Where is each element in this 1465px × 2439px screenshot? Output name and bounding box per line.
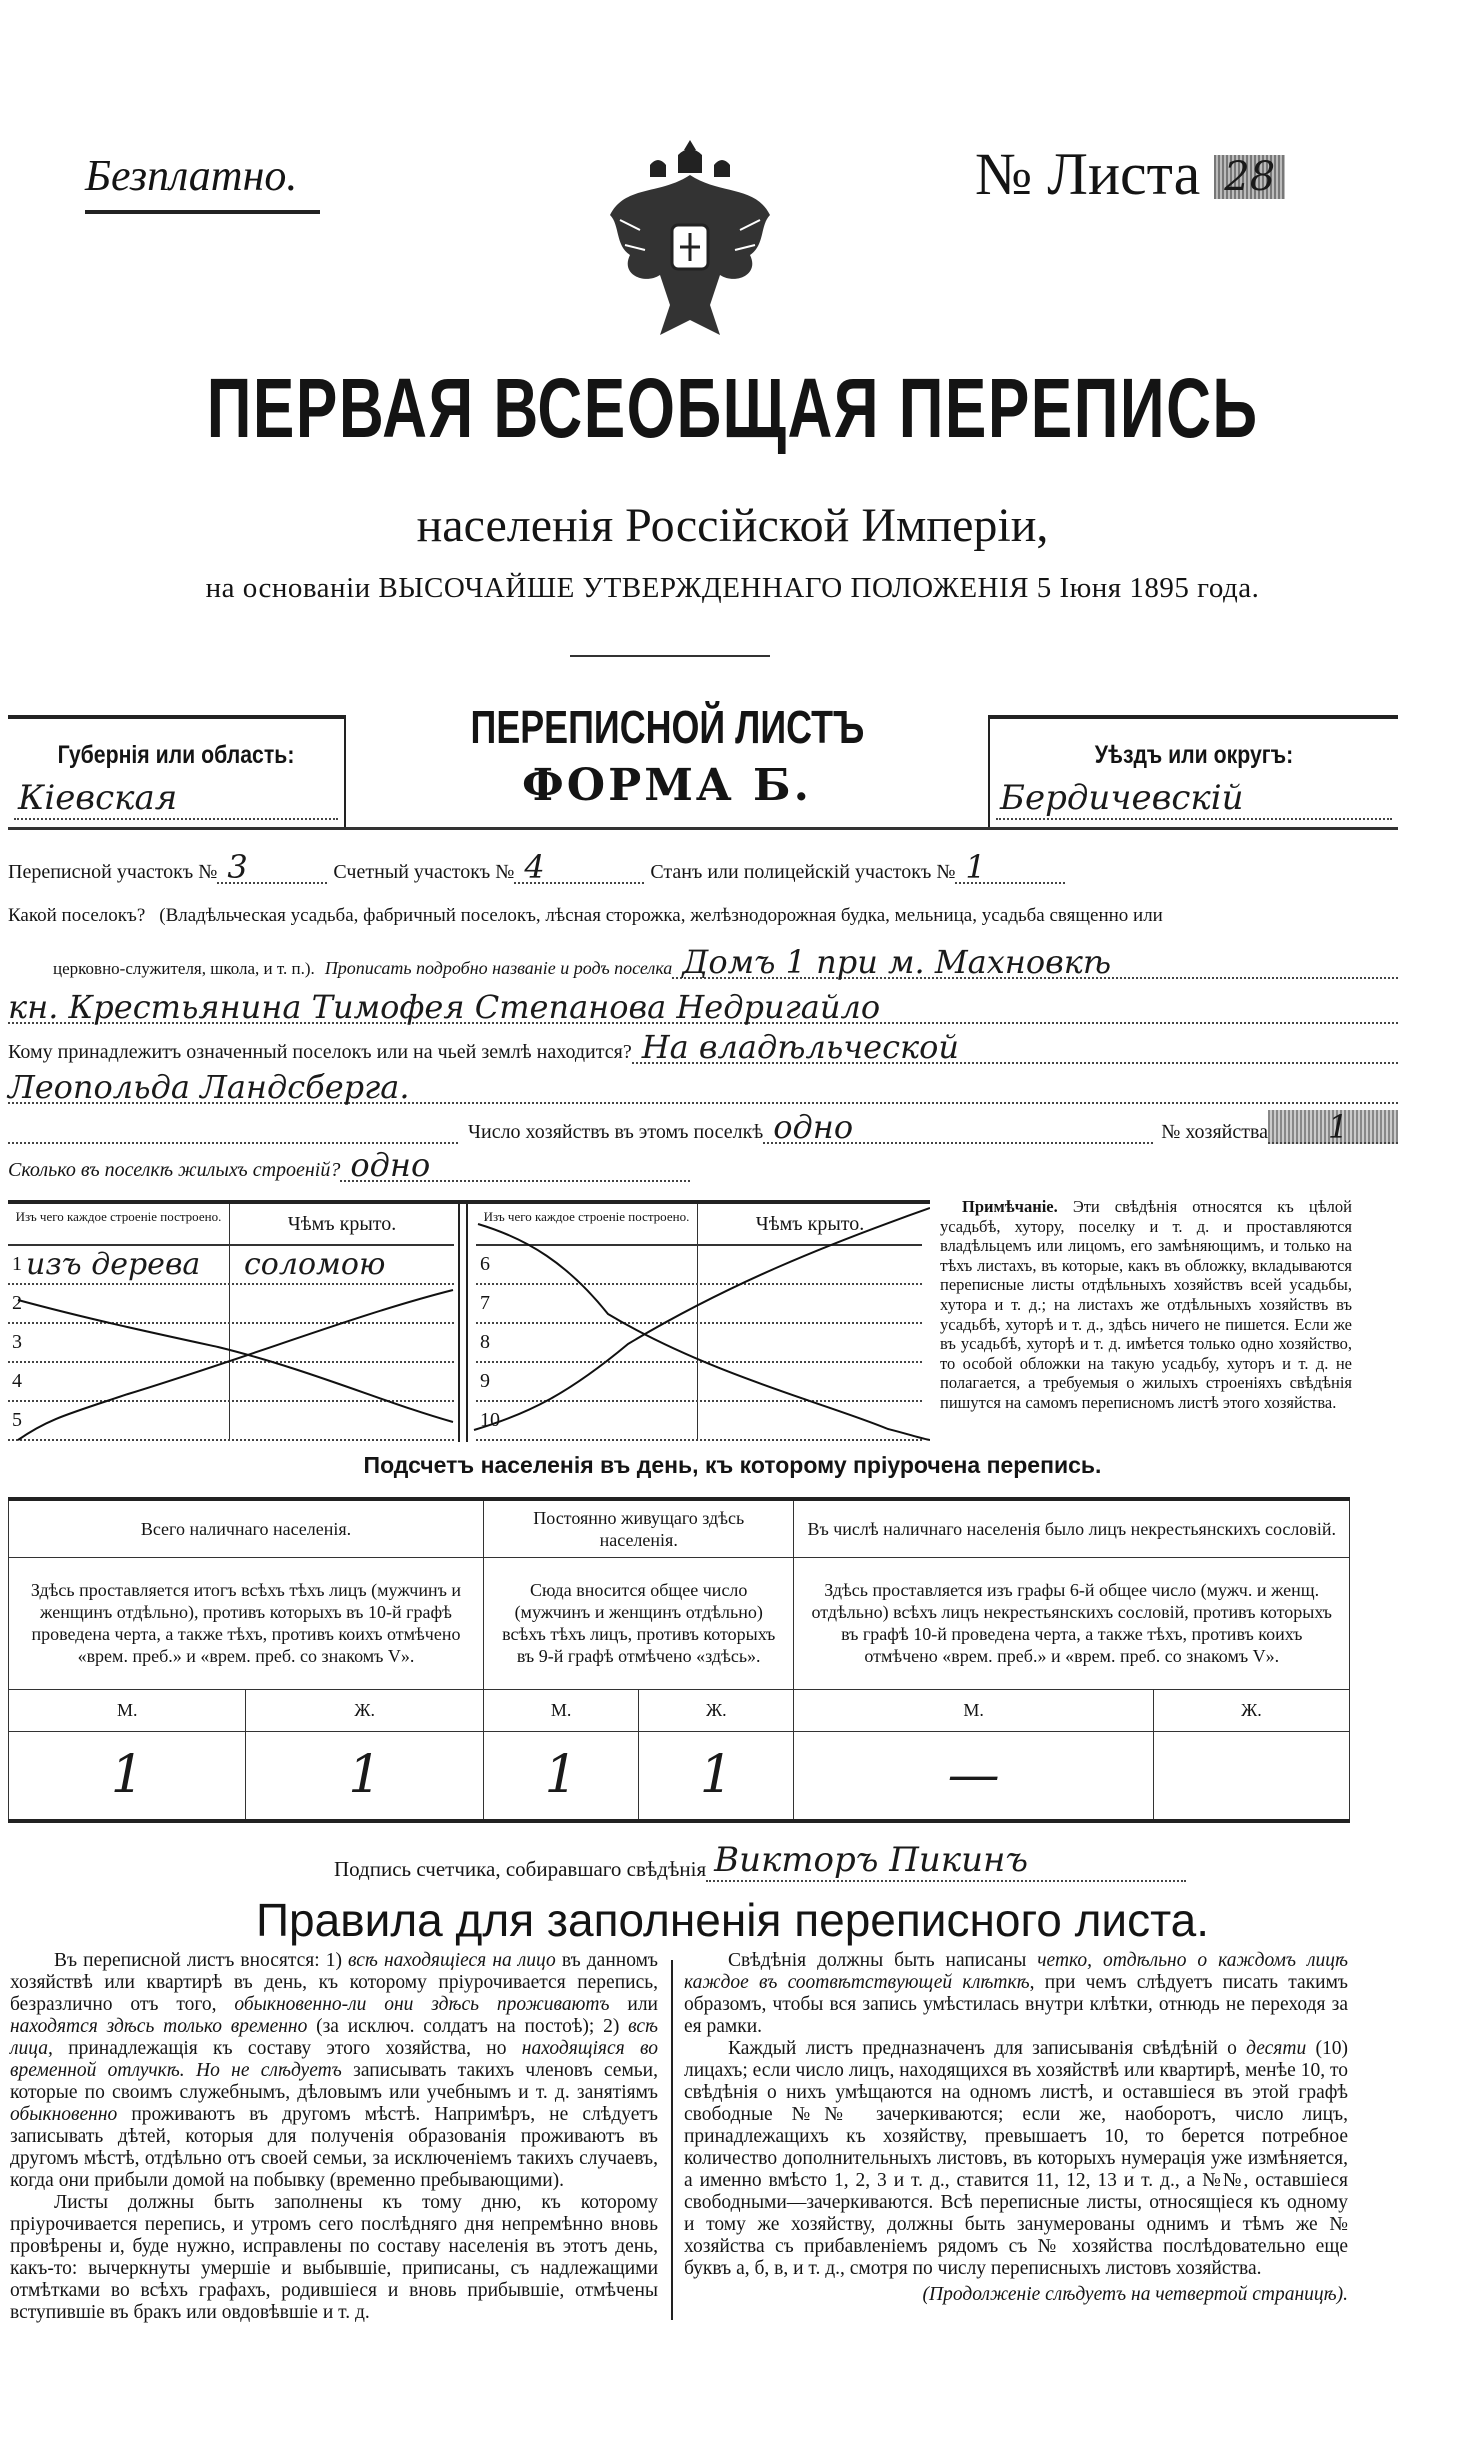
text: Свѣдѣнія должны быть написаны [728,1950,1038,1971]
row-number: 3 [12,1331,22,1353]
row-number: 1 [12,1253,22,1275]
note-text: Эти свѣдѣнія относятся къ цѣлой усадьбѣ, хутору, поселку и т. д. и проставляются владѣльцемъ или лицомъ, его замѣняющимъ, и только на тѣхъ листахъ, въ которые, какъ въ обложку, вкладываются переписные листы отдѣльныхъ хозяйствъ всей усадьбы, хутора и т. д.; на листахъ же отдѣльныхъ хозяйствъ въ усадьбѣ, хуторѣ и т. д., здѣсь ничего не пишется. Если же въ усадьбѣ, хуторѣ и т. д. имѣется только одно хозяйство, то особой обложки на такую усадьбу, хуторъ и т. д. не полагается, а требуемыя о жилыхъ строеніяхъ свѣдѣнія пишутся на самомъ переписномъ листѣ этого хозяйства. [940,1197,1352,1412]
row-number: 10 [480,1409,500,1431]
buildings-row [8,1148,1398,1182]
text: проживаютъ въ другомъ мѣстѣ. Напримѣръ, не слѣдуетъ записывать дѣтей, которыя для полученія образованія проживаютъ въ другомъ мѣстѣ, отдѣльно отъ своей семьи, за исключеніемъ такихъ случаевъ, когда они прибыли домой на побывку (временно пребывающими). [10,2104,658,2191]
group-title: Въ числѣ наличнаго населенія было лицъ некрестьянскихъ сословій. [794,1499,1350,1557]
permanent-female-cell[interactable]: 1 [639,1731,794,1821]
column-divider [671,1960,673,2320]
legal-basis: на основаніи ВЫСОЧАЙШЕ УТВЕРЖДЕННАГО ПОЛОЖЕНІЯ 5 Іюня 1895 года. [205,572,1260,604]
text: Въ переписной листъ вносятся: 1) [54,1950,349,1971]
households-field[interactable] [763,1110,1153,1144]
enumerator-signature-row [334,1840,1186,1882]
settlement-row-2 [8,945,1398,979]
text: , при чемъ слѣдуетъ писать такимъ образомъ, чтобы вся запись умѣстилась внутри клѣтки, отнюдь не переходя за ея рамки. [684,1972,1348,2037]
household-no-field[interactable] [1268,1110,1398,1144]
province-label: Губернія или область: [57,741,295,769]
owner-label: Кому принадлежитъ означенный поселокъ или на чьей землѣ находится? [8,1041,632,1063]
count-area-field[interactable] [514,850,644,884]
row-number: 8 [480,1331,490,1353]
text: обыкновенно-ли они здѣсь проживаютъ [234,1994,610,2015]
male-header: М. [9,1689,246,1731]
owner-field-1[interactable] [632,1030,1398,1064]
settlement-hint: (Владѣльческая усадьба, фабричный поселокъ, лѣсная сторожка, желѣзнодорожная будка, мельница, усадьба священно или [159,905,1163,926]
signature-field[interactable]: Викторъ Пикинъ [706,1840,1186,1882]
rules-left-column [10,1950,658,2324]
continued-note: (Продолженіе слѣдуетъ на четвертой страницѣ). [922,2284,1348,2305]
group-title: Всего наличнаго населенія. [9,1499,484,1557]
sheet-number-value: 28 [1214,155,1285,199]
roof-header: Чѣмъ крыто. [755,1213,865,1235]
rule-paragraph: Листы должны быть заполнены къ тому дню, къ которому пріурочивается перепись, и утромъ сего послѣдняго дня непремѣнно вновь провѣрены и, буде нужно, исправлены по составу населенія въ этотъ день, какъ-то: вычеркнуты умершіе и выбывшіе, приписаны, съ надлежащими отмѣтками во всѣхъ графахъ, родившіеся и вновь прибывшіе, отмѣчены вступившіе въ бракъ или овдовѣвшіе и т. д. [10,2192,658,2323]
province-field[interactable]: Кіевская [14,778,338,820]
strike-line [18,1300,453,1422]
material-header: Изъ чего каждое строеніе построено. [476,1204,698,1244]
settlement-instruction: Прописать подробно названіе и родъ поселка [324,958,673,978]
text: принадлежащія къ составу этого хозяйства, но [52,2038,522,2059]
district-field[interactable]: Бердичевскій [996,778,1392,820]
page-title-text: ПЕРВАЯ ВСЕОБЩАЯ ПЕРЕПИСЬ [206,361,1259,455]
count-area-value: 4 [524,848,545,886]
rules-right-column [684,1950,1348,2306]
owner-row-2 [8,1070,1398,1104]
buildings-count-field[interactable] [340,1148,690,1182]
text: всѣ находящіеся на лицо [348,1950,556,1971]
male-header: М. [794,1689,1153,1731]
strike-line [474,1208,930,1430]
material-value: изъ дерева [26,1247,201,1282]
settlement-field-1[interactable] [672,945,1398,979]
form-title-block [346,700,988,811]
strike-line [478,1224,930,1440]
settlement-value-1: Домъ 1 при м. Махновкѣ [682,943,1112,981]
settlement-hint-2: церковно-служителя, школа, и т. п.). [53,959,315,978]
free-of-charge-label: Безплатно. [85,151,298,200]
page-subtitle: населенія Россійской Имперіи, [416,499,1049,552]
group-title: Постоянно живущаго здѣсь населенія. [483,1499,793,1557]
permanent-male-cell[interactable]: 1 [483,1731,638,1821]
area-row [8,850,1148,884]
imperial-eagle-emblem [590,135,790,345]
text: записывать такихъ членовъ семьи, которые по своимъ служебнымъ, дѣловымъ или учебнымъ и т. д. занятіямъ [10,2060,658,2103]
buildings-table [8,1200,930,1438]
roof-value: соломою [244,1247,386,1282]
row-number: 2 [12,1292,22,1314]
sheet-title: ПЕРЕПИСНОЙ ЛИСТЪ [470,701,864,753]
text: (за исключ. солдатъ на постоѣ); 2) [307,2016,629,2037]
male-header: М. [483,1689,638,1731]
text: четко, отдѣльно о каждомъ лицѣ каждое въ соотвѣтствующей клѣткѣ [684,1950,1348,1993]
row-number: 5 [12,1409,22,1431]
row-number: 7 [480,1292,490,1314]
strike-line [18,1290,453,1440]
female-header: Ж. [639,1689,794,1731]
province-box [8,715,346,827]
household-no-value: 1 [1327,1108,1349,1146]
buildings-count-value: одно [350,1146,431,1184]
rule-paragraph [10,1950,658,2192]
total-female-cell[interactable]: 1 [246,1731,484,1821]
text: десяти [1246,2038,1307,2059]
owner-value-1: На владѣльческой [641,1028,959,1066]
text: находящіяся во временной отлучкѣ. Но не слѣдуетъ [10,2038,658,2081]
population-count-heading: Подсчетъ населенія въ день, къ которому пріурочена перепись. [363,1452,1102,1478]
text: (10) лицахъ; если число лицъ, находящихся въ хозяйствѣ или квартирѣ, менѣе 10, то свѣдѣнія о нихъ умѣщаются на одномъ листѣ, и оставшіеся въ этой графѣ свободные №№ зачеркиваются; если же, наоборотъ, число лицъ, принадлежащихъ къ хозяйству, превышаетъ 10, то берется потребное количество дополнительныхъ листовъ, въ которыхъ нумерація уже измѣняется, а именно вмѣсто 1, 2, 3 и т. д., ставится 11, 12, 13 и т. д., а №№, оставшіеся свободными—зачеркиваются. Всѣ переписные листы, относящіеся къ одному и тому же хозяйству, должны быть занумерованы однимъ и тѣмъ же № хозяйства съ прибавленіемъ рядомъ съ № хозяйства послѣдовательно еще буквъ а, б, в, и т. д., смотря по числу переписныхъ листовъ хозяйства. [684,2038,1348,2279]
divider [570,655,770,657]
strike-through-lines [8,1204,930,1442]
station-label: Станъ или полицейскій участокъ № [650,861,956,883]
households-label: Число хозяйствъ въ этомъ поселкѣ [468,1121,764,1143]
rule-paragraph [684,2038,1348,2280]
owner-field-2[interactable] [8,1070,1398,1104]
row-number: 4 [12,1370,22,1392]
non-peasant-female-cell[interactable] [1153,1731,1349,1821]
census-area-label: Переписной участокъ № [8,861,218,883]
owner-row [8,1030,1398,1064]
female-header: Ж. [246,1689,484,1731]
sheet-number [975,140,1285,209]
station-field[interactable] [955,850,1065,884]
group-description: Здѣсь проставляется итогъ всѣхъ тѣхъ лицъ (мужчинъ и женщинъ отдѣльно), противъ которыхъ въ 10-й графѣ проведена черта, а также тѣхъ, противъ коихъ отмѣчено «врем. преб.» и «врем. преб. со знакомъ V». [9,1557,484,1689]
settlement-field-2[interactable] [8,990,1398,1024]
divider [8,827,1398,830]
owner-value-2: Леопольда Ландсберга. [8,1068,410,1106]
district-box [988,715,1398,827]
signature-label: Подпись счетчика, собиравшаго свѣдѣнія [334,1857,707,1881]
households-value: одно [773,1108,854,1146]
group-description: Сюда вносится общее число (мужчинъ и женщинъ отдѣльно) всѣхъ тѣхъ лицъ, противъ которыхъ въ 9-й графѣ отмѣчено «здѣсь». [483,1557,793,1689]
blank-field [8,1110,458,1144]
station-value: 1 [965,848,986,886]
page-title [0,360,1465,457]
population-count-table [8,1497,1350,1823]
group-description: Здѣсь проставляется изъ графы 6-й общее число (мужч. и женщ. отдѣльно) всѣхъ лицъ некрестьянскихъ сословій, противъ которыхъ въ графѣ 10-й проведена черта, а также тѣхъ, противъ коихъ отмѣчено «врем. преб.» и «врем. преб. со знакомъ V». [794,1557,1350,1689]
text: обыкновенно [10,2104,118,2125]
rule-paragraph [684,1950,1348,2038]
roof-header: Чѣмъ крыто. [287,1213,397,1235]
text: находятся здѣсь только временно [10,2016,308,2037]
row-number: 6 [480,1253,490,1275]
households-row [8,1110,1398,1144]
settlement-row-3 [8,990,1398,1024]
census-area-value: 3 [227,848,248,886]
material-header: Изъ чего каждое строеніе построено. [8,1204,230,1244]
household-no-label: № хозяйства [1161,1121,1269,1143]
text: всѣ лица, [10,2016,658,2059]
buildings-count-label: Сколько въ поселкѣ жилыхъ строеній? [8,1159,341,1181]
row-number: 9 [480,1370,490,1392]
sheet-number-label: № Листа [975,141,1201,207]
count-area-label: Счетный участокъ № [333,861,515,883]
divider [85,210,320,214]
non-peasant-male-cell[interactable]: — [794,1731,1153,1821]
settlement-label: Какой поселокъ? [8,905,146,926]
settlement-value-2: кн. Крестьянина Тимофея Степанова Недригайло [8,988,881,1026]
settlement-row [8,905,1398,927]
female-header: Ж. [1153,1689,1349,1731]
text: Каждый листъ предназначенъ для записыванія свѣдѣній о [728,2038,1247,2059]
text: или [609,1994,658,2015]
census-area-field[interactable] [217,850,327,884]
note-title: Примѣчаніе. [962,1197,1058,1216]
form-name: ФОРМА Б. [522,760,812,811]
text: въ данномъ хозяйствѣ или квартирѣ въ день, къ которому пріурочивается перепись, безразлично отъ того, [10,1950,658,2015]
total-male-cell[interactable]: 1 [9,1731,246,1821]
district-label: Уѣздъ или округъ: [1094,741,1294,769]
rules-heading: Правила для заполненія переписного листа. [255,1894,1210,1946]
buildings-note [940,1197,1352,1413]
